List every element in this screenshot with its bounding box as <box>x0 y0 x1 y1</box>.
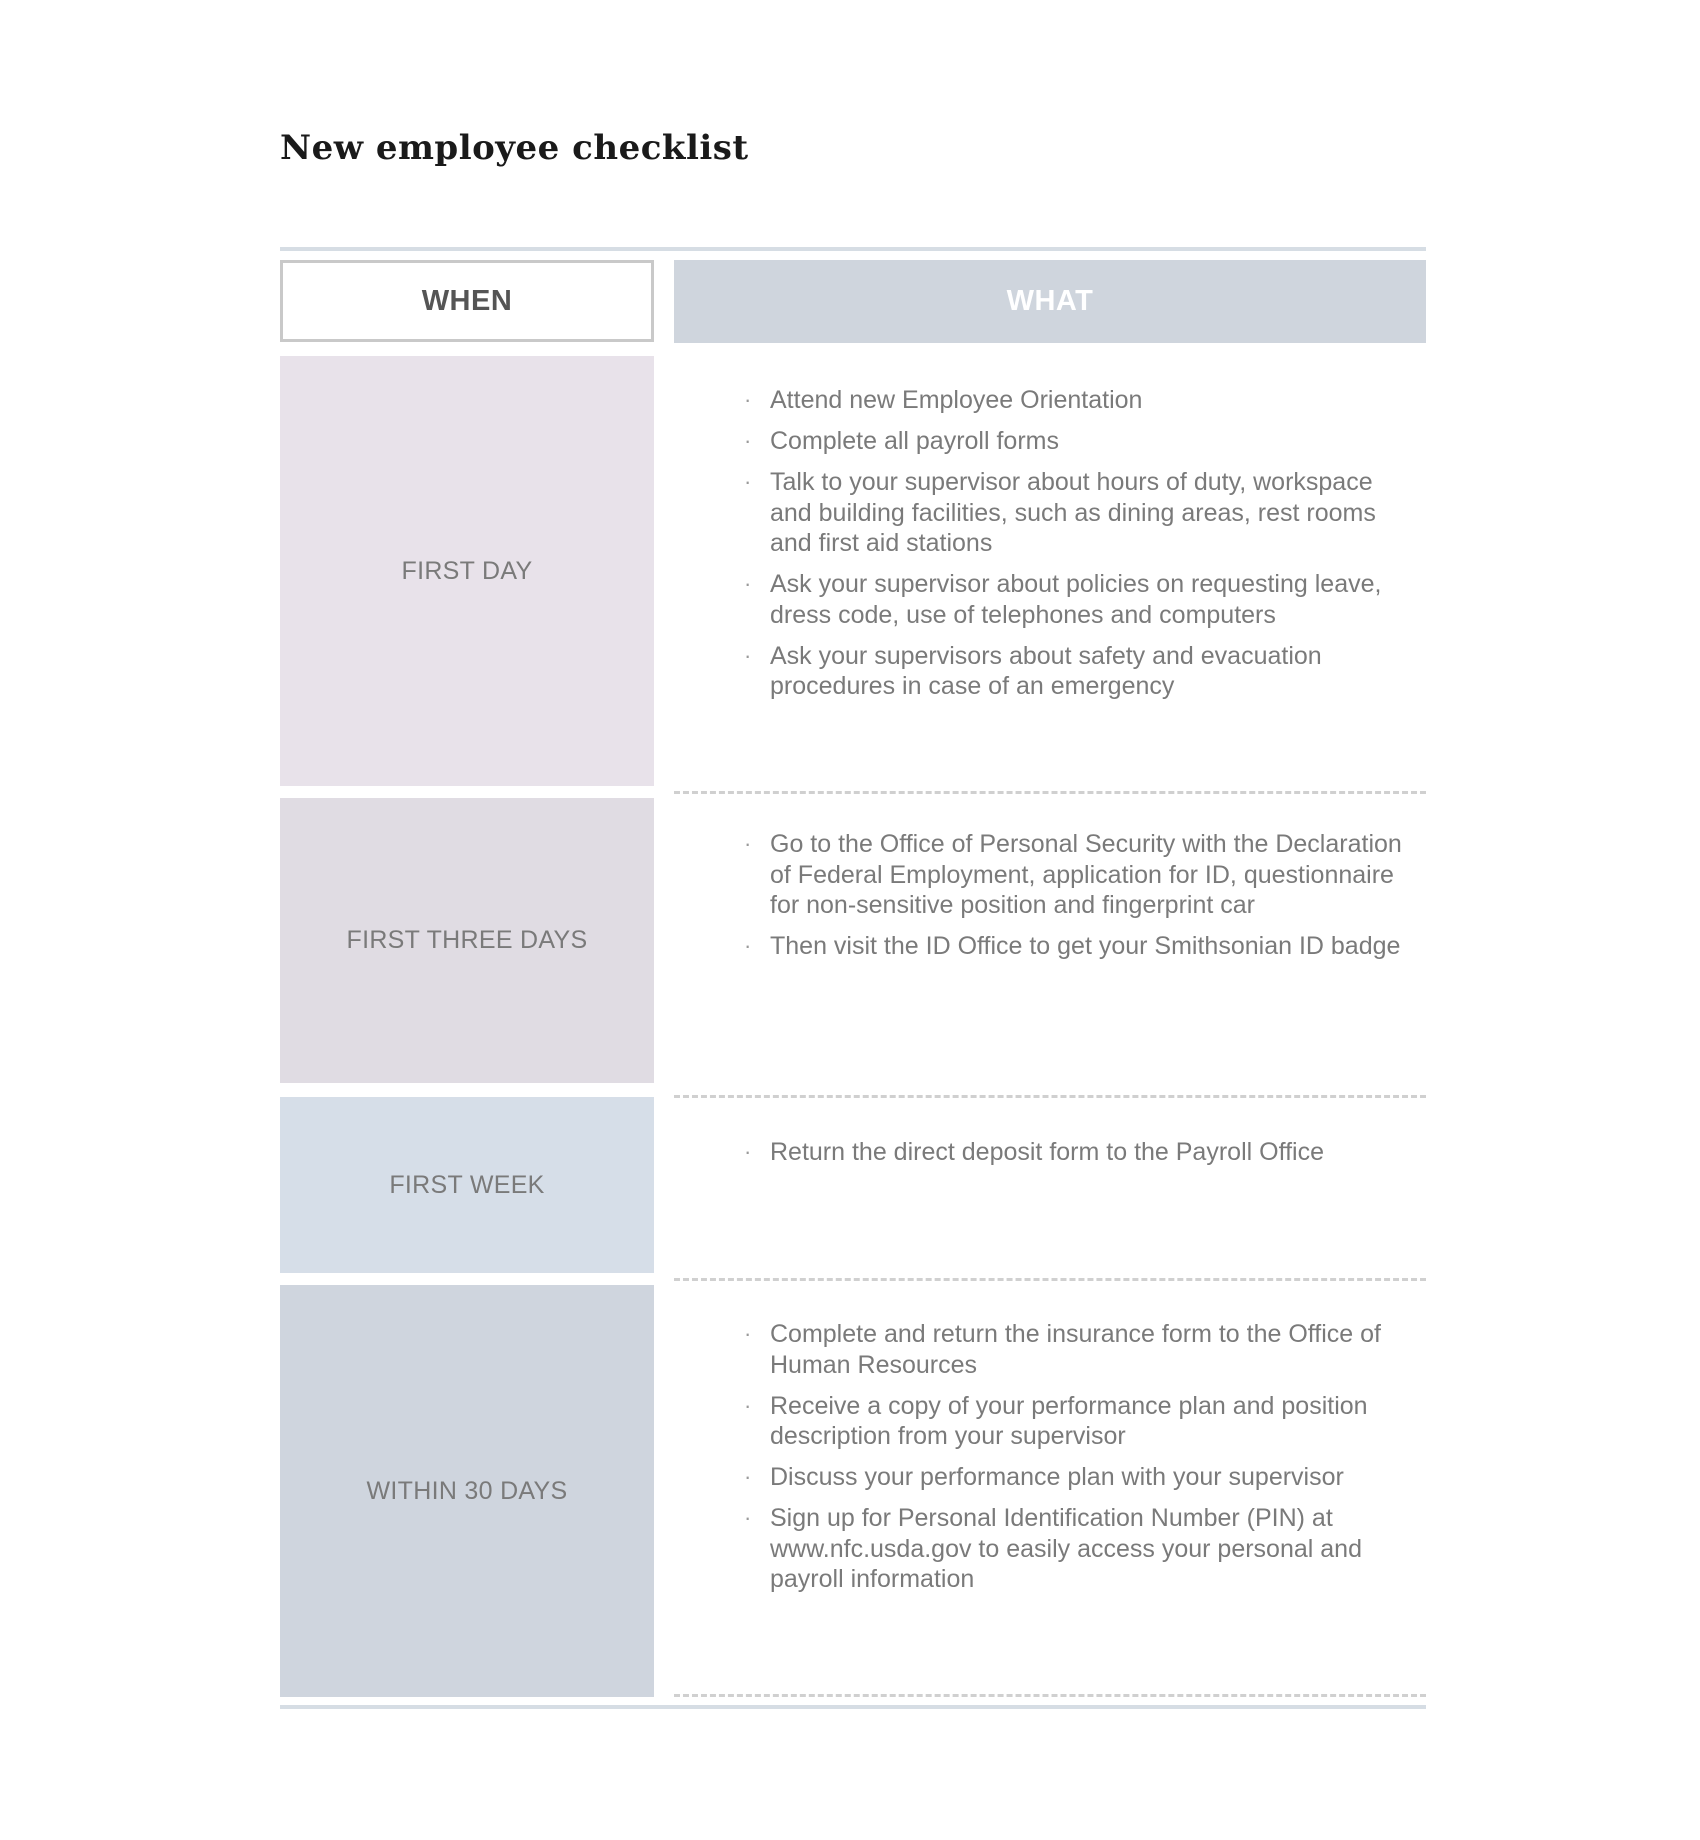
when-column-header: WHEN <box>280 260 654 342</box>
table-top-rule <box>280 247 1426 251</box>
when-cell-first-day: FIRST DAY <box>280 356 654 786</box>
row-divider <box>674 1095 1426 1098</box>
task-item: · Complete and return the insurance form to the Office of Human Resources <box>770 1319 1420 1380</box>
row-divider <box>674 1278 1426 1281</box>
page-title: New employee checklist <box>280 128 749 168</box>
task-item: · Return the direct deposit form to the Payroll Office <box>770 1137 1420 1168</box>
task-item: · Discuss your performance plan with your supervisor <box>770 1462 1420 1493</box>
task-item: · Ask your supervisor about policies on requesting leave, dress code, use of telephones and computers <box>770 569 1420 630</box>
task-item: · Attend new Employee Orientation <box>770 385 1420 416</box>
checklist-table <box>280 247 1426 1709</box>
what-cell-first-three-days <box>674 829 1426 972</box>
task-item: · Talk to your supervisor about hours of duty, workspace and building facilities, such as dining areas, rest rooms and first aid stations <box>770 467 1420 559</box>
task-item: · Sign up for Personal Identification Number (PIN) at www.nfc.usda.gov to easily access your personal and payroll information <box>770 1503 1420 1595</box>
row-divider <box>674 1694 1426 1697</box>
what-cell-within-30-days <box>674 1319 1426 1605</box>
task-item: · Then visit the ID Office to get your Smithsonian ID badge <box>770 931 1420 962</box>
task-list <box>674 1137 1420 1168</box>
what-cell-first-week <box>674 1137 1426 1178</box>
what-cell-first-day <box>674 385 1426 712</box>
when-cell-within-30-days: WITHIN 30 DAYS <box>280 1285 654 1697</box>
row-divider <box>674 791 1426 794</box>
when-cell-first-week: FIRST WEEK <box>280 1097 654 1273</box>
when-cell-first-three-days: FIRST THREE DAYS <box>280 798 654 1083</box>
task-list <box>674 1319 1420 1595</box>
what-column-header: WHAT <box>674 260 1426 343</box>
table-bottom-rule <box>280 1705 1426 1709</box>
task-item: · Complete all payroll forms <box>770 426 1420 457</box>
task-item: · Go to the Office of Personal Security with the Declaration of Federal Employment, application for ID, questionnaire for non-sensitive position and fingerprint car <box>770 829 1420 921</box>
task-list <box>674 829 1420 962</box>
task-item: · Ask your supervisors about safety and evacuation procedures in case of an emergency <box>770 641 1420 702</box>
task-item: · Receive a copy of your performance plan and position description from your supervisor <box>770 1391 1420 1452</box>
task-list <box>674 385 1420 702</box>
